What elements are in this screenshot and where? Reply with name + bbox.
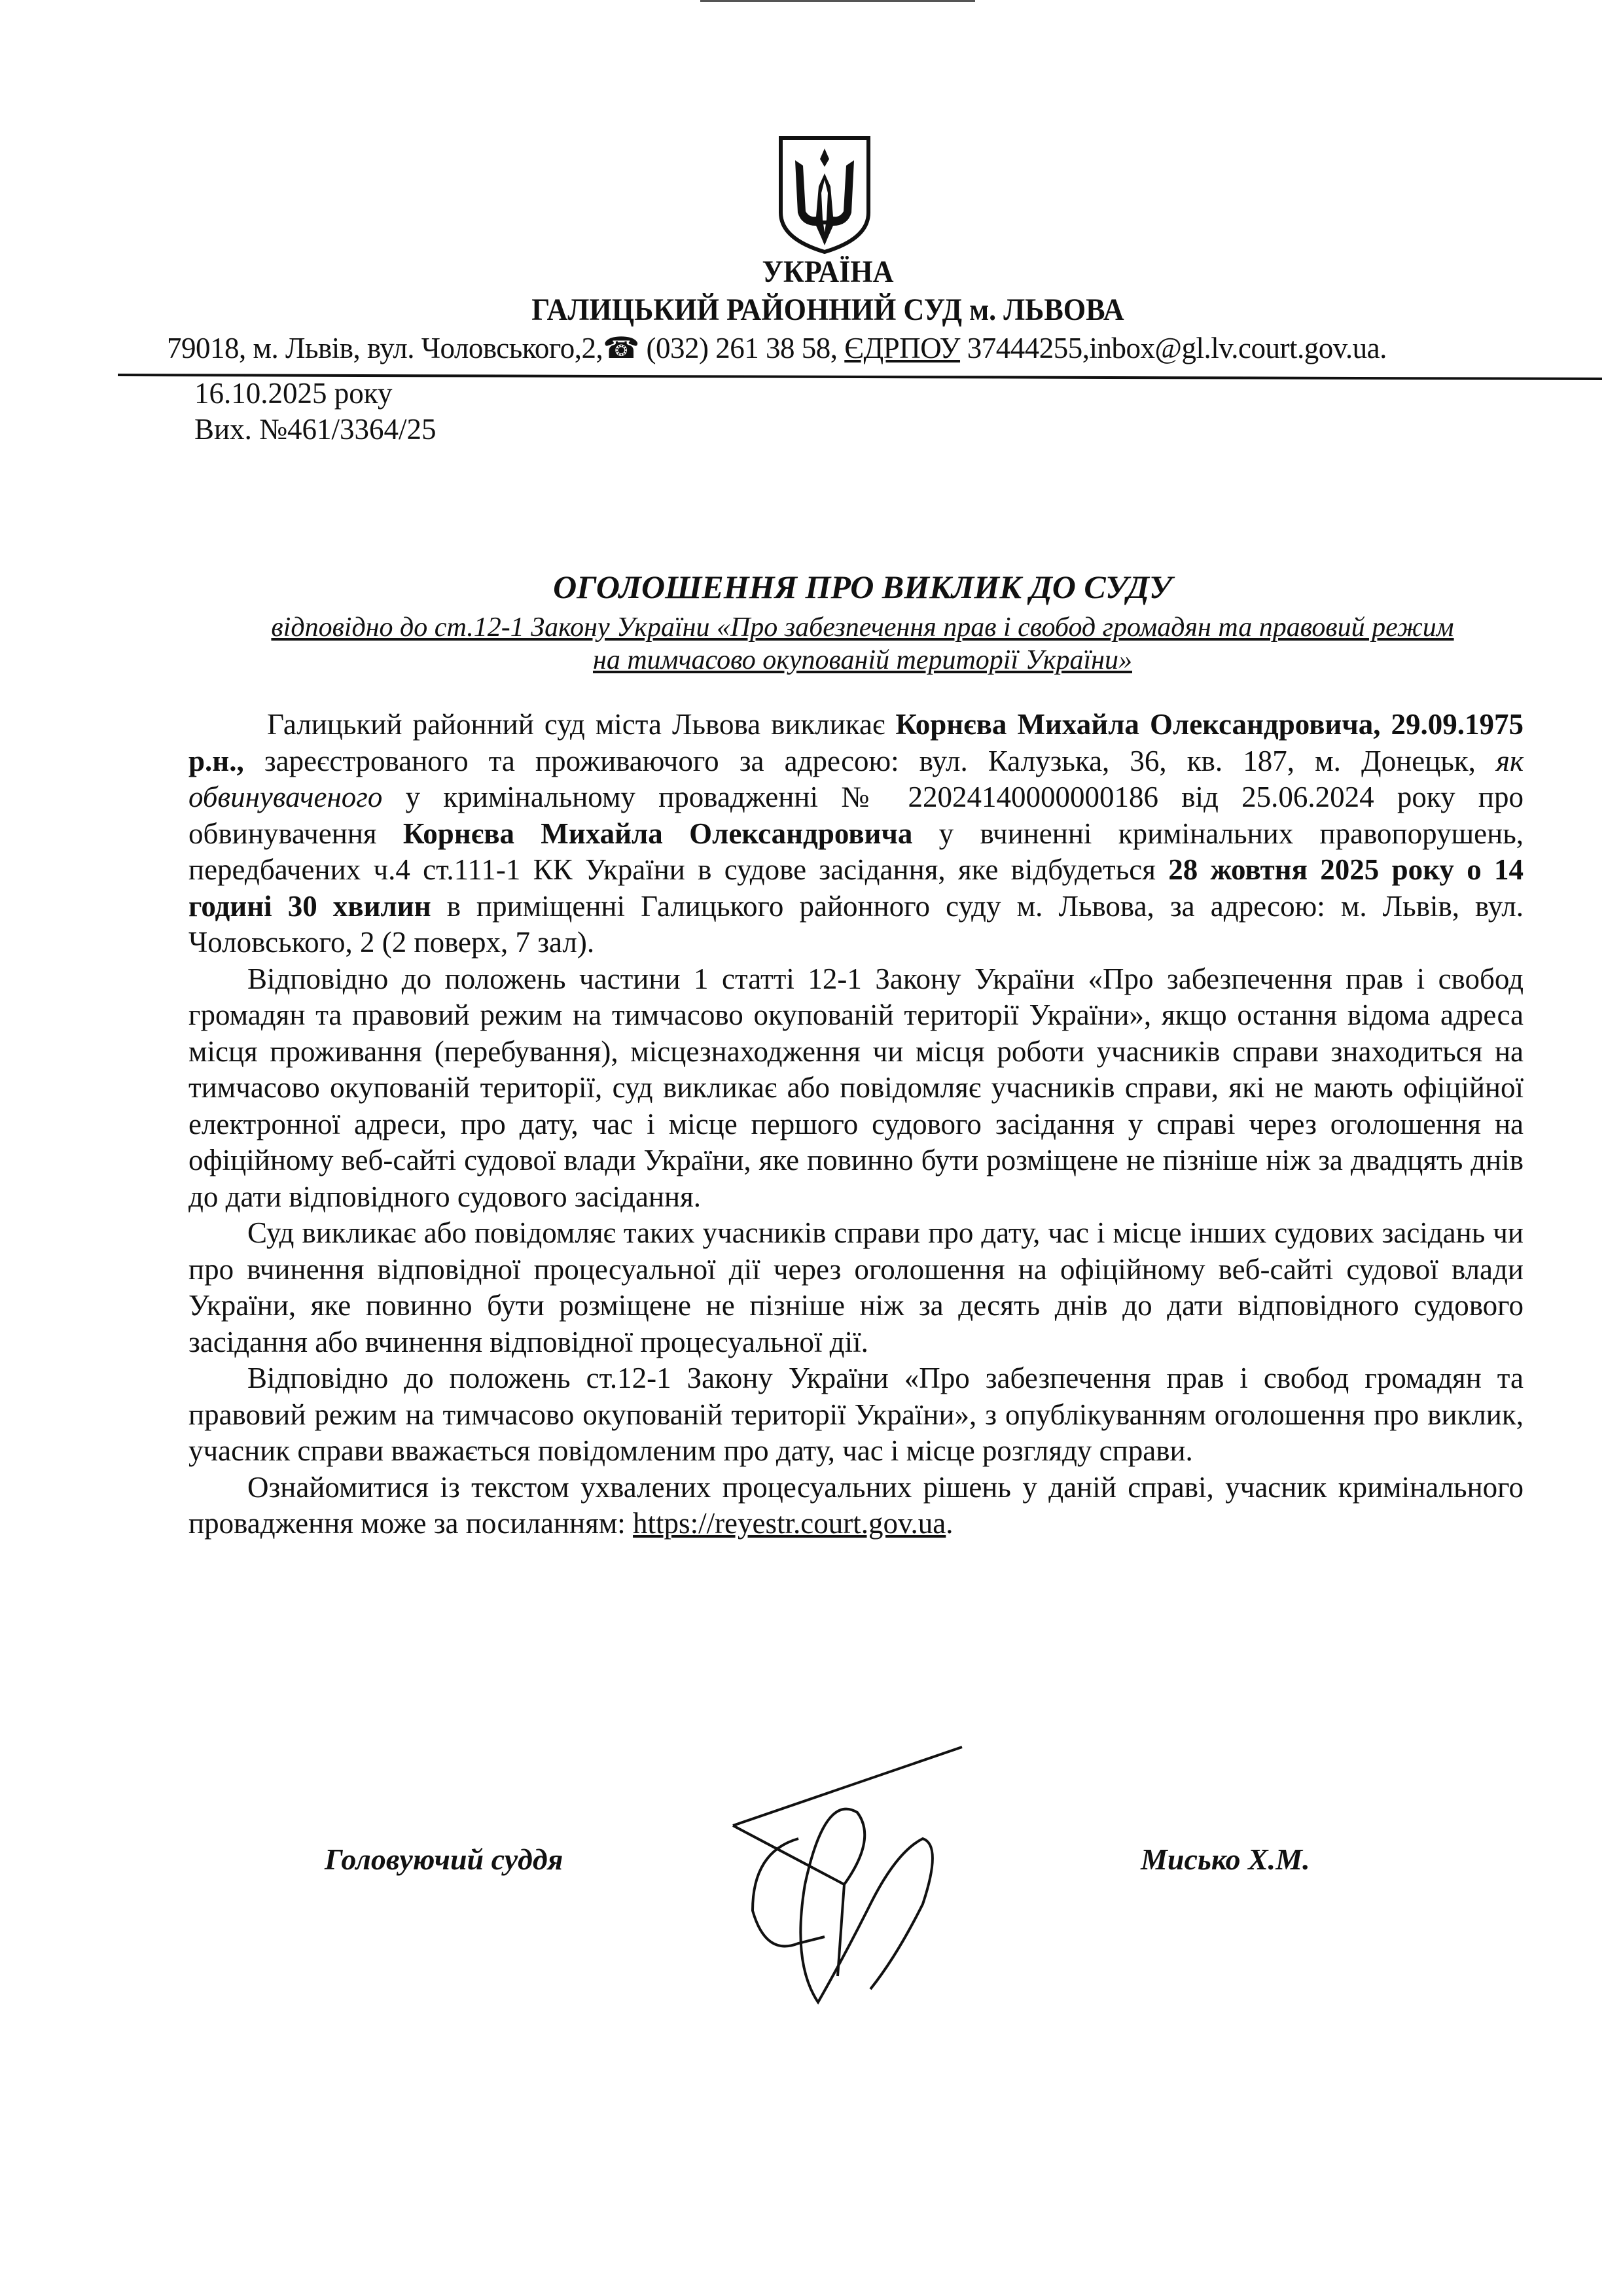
- text: у вчиненні кримінальних правопорушень, передбачених ч.4 ст.111-1 КК України в судове засідання, яке відбудеться: [188, 817, 1524, 886]
- edrpou-email: 37444255,inbox@gl.lv.court.gov.ua.: [960, 332, 1387, 364]
- defendant-status: як обвинуваченого: [188, 744, 1524, 813]
- address-text: 79018, м. Львів, вул. Чоловського,2,: [167, 332, 603, 364]
- outgoing-number: Вих. №461/3364/25: [194, 413, 437, 446]
- paragraph-registry-link: [188, 1470, 1524, 1542]
- telephone-icon: ☎: [603, 332, 639, 364]
- paragraph-notification: Відповідно до положень ст.12-1 Закону України «Про забезпечення прав і свобод громадян та правовий режим на тимчасово окупованій території України», з опублікуванням оголошення про виклик, учасник справи вважається повідомленим про дату, час і місце розгляду справи.: [188, 1362, 1524, 1467]
- text: Ознайомитися із текстом ухвалених процесуальних рішень у даній справі, учасник кримінального провадження може за посиланням:: [188, 1470, 1524, 1540]
- paragraph-legal-basis: Відповідно до положень частини 1 статті 12-1 Закону України «Про забезпечення прав і свобод громадян та правовий режим на тимчасово окупованій території України», якщо остання відома адреса місця проживання (перебування), місцезнаходження чи місця роботи учасників справи знаходиться на тимчасово окупованій території, суд викликає або повідомляє учасників справи, які не мають офіційної електронної адреси, про дату, час і місце першого судового засідання у справі через оголошення на офіційному веб-сайті судової влади України, яке повинно бути розміщене не пізніше ніж за двадцять днів до дати відповідного судового засідання.: [188, 962, 1524, 1213]
- registry-link[interactable]: https://reyestr.court.gov.ua: [633, 1507, 946, 1540]
- scan-edge-mark: [700, 0, 975, 2]
- text: Галицький районний суд міста Львова викликає: [267, 708, 896, 741]
- phone-number: (032) 261 38 58,: [639, 332, 845, 364]
- court-address-line: [167, 330, 1387, 365]
- hearing-datetime: 28 жовтня 2025 року о 14 годині 30 хвилин: [188, 853, 1524, 923]
- text: зареєстрованого та проживаючого за адресою: вул. Калузька, 36, кв. 187, м. Донецьк,: [243, 744, 1497, 777]
- ukraine-coat-of-arms-icon: [776, 134, 874, 255]
- notice-subtitle-line-2: на тимчасово окупованій території України»: [592, 645, 1133, 675]
- paragraph-other-hearings: Суд викликає або повідомляє таких учасників справи про дату, час і місце інших судових засідань чи про вчинення відповідної процесуальної дії через оголошення на офіційному веб-сайті судової влади України, яке повинно бути розміщене не пізніше ніж за десять днів до дати відповідного судового засідання або вчинення відповідної процесуальної дії.: [188, 1216, 1524, 1358]
- text: .: [946, 1507, 954, 1540]
- country-heading: УКРАЇНА: [762, 255, 894, 289]
- text: у кримінальному провадженні № 22024140000000186 від 25.06.2024 року про обвинувачення: [188, 781, 1524, 850]
- notice-body: [188, 707, 1524, 1542]
- text: в приміщенні Галицького районного суду м. Львова, за адресою: м. Львів, вул. Чоловського, 2 (2 поверх, 7 зал).: [188, 889, 1524, 959]
- notice-title: ОГОЛОШЕННЯ ПРО ВИКЛИК ДО СУДУ: [553, 569, 1172, 605]
- court-name-heading: ГАЛИЦЬКИЙ РАЙОННИЙ СУД м. ЛЬВОВА: [531, 292, 1124, 327]
- judge-name: Мисько Х.М.: [1141, 1843, 1310, 1876]
- defendant-name-dob: Корнєва Михайла Олександровича, 29.09.1975 р.н.,: [188, 708, 1524, 777]
- judge-role: Головуючий суддя: [325, 1843, 563, 1876]
- notice-subtitle-line-1: відповідно до ст.12-1 Закону України «Про забезпечення прав і свобод громадян та правовий режим: [271, 612, 1454, 643]
- edrpou-label: ЄДРПОУ: [844, 332, 961, 364]
- judge-signature: [726, 1740, 975, 2015]
- defendant-name: Корнєва Михайла Олександровича: [402, 817, 913, 850]
- paragraph-summons: [188, 707, 1524, 961]
- document-date: 16.10.2025 року: [194, 377, 393, 410]
